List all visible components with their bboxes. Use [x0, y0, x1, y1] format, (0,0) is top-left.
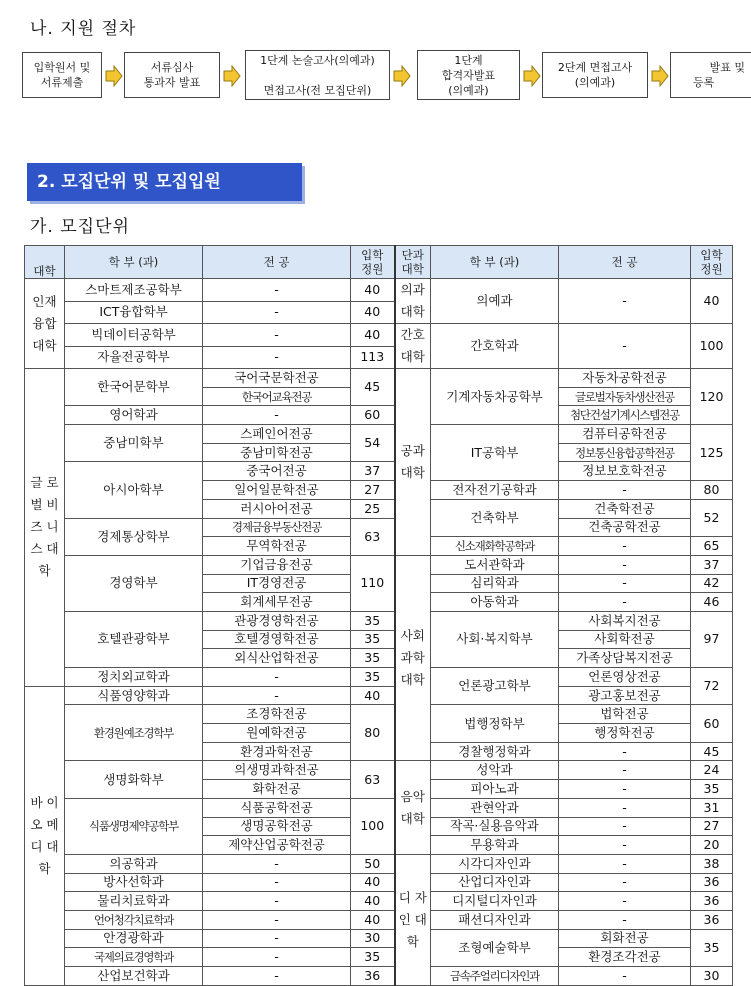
- dept-cell: 의공학과: [65, 854, 203, 873]
- quota-cell-right: 42: [691, 574, 733, 593]
- quota-cell-right: 36: [691, 892, 733, 911]
- major-cell-right: 사회복지전공: [559, 611, 691, 630]
- dept-cell-right: 기계자동차공학부: [431, 369, 559, 425]
- major-cell: -: [203, 668, 351, 687]
- quota-cell-right: 38: [691, 854, 733, 873]
- quota-cell-right: 45: [691, 742, 733, 761]
- major-cell: 중국어전공: [203, 462, 351, 481]
- dept-cell-right: 시각디자인과: [431, 854, 559, 873]
- major-cell: -: [203, 854, 351, 873]
- table-row: [25, 854, 733, 873]
- major-cell-right: -: [559, 593, 691, 612]
- major-cell-right: 정보통신융합공학전공: [559, 443, 691, 462]
- dept-cell-right: 의예과: [431, 279, 559, 324]
- dept-cell-right: 경찰행정학과: [431, 742, 559, 761]
- major-cell: 중남미학전공: [203, 443, 351, 462]
- quota-cell: 35: [351, 630, 395, 649]
- procedure-step: [22, 52, 102, 98]
- major-cell: 기업금융전공: [203, 555, 351, 574]
- dept-cell: 경제통상학부: [65, 518, 203, 555]
- quota-cell-right: 35: [691, 780, 733, 799]
- college-cell: 인재 융합 대학: [25, 279, 65, 369]
- major-cell: 의생명과학전공: [203, 761, 351, 780]
- quota-cell-right: 80: [691, 481, 733, 500]
- major-cell: 한국어교육전공: [203, 387, 351, 406]
- table-row: [25, 910, 733, 929]
- table-row: [25, 369, 733, 388]
- quota-cell: 35: [351, 948, 395, 967]
- major-cell-right: 법학전공: [559, 705, 691, 724]
- quota-cell: 54: [351, 425, 395, 462]
- table-row: [25, 406, 733, 425]
- quota-cell-right: 37: [691, 555, 733, 574]
- major-cell: 호텔경영학전공: [203, 630, 351, 649]
- dept-cell: 스마트제조공학부: [65, 279, 203, 302]
- procedure-step-line: 합격자발표: [441, 68, 496, 82]
- major-cell-right: -: [559, 854, 691, 873]
- college-cell-right: 음악 대학: [395, 761, 431, 854]
- arrow-right-icon: [223, 65, 241, 87]
- procedure-flow: [22, 50, 751, 106]
- quota-cell-right: 36: [691, 873, 733, 892]
- quota-cell: 35: [351, 649, 395, 668]
- quota-cell-right: 24: [691, 761, 733, 780]
- major-cell: -: [203, 279, 351, 302]
- procedure-step-line: 1단계: [454, 53, 483, 67]
- major-cell-right: -: [559, 873, 691, 892]
- dept-cell-right: 금속주얼리디자인과: [431, 967, 559, 986]
- procedure-step-line: 2단계 면접고사: [557, 61, 633, 74]
- quota-cell: 63: [351, 761, 395, 798]
- procedure-step: [124, 52, 220, 98]
- table-row: [25, 929, 733, 948]
- major-cell: -: [203, 967, 351, 986]
- major-cell-right: -: [559, 537, 691, 556]
- dept-cell-right: 패션디자인과: [431, 910, 559, 929]
- procedure-step-line: 면접고사(전 모집단위): [263, 83, 372, 97]
- dept-cell: 호텔관광학부: [65, 611, 203, 667]
- quota-cell-right: 46: [691, 593, 733, 612]
- table-row: [25, 686, 733, 705]
- dept-cell: 한국어문학부: [65, 369, 203, 406]
- major-cell-right: 언론영상전공: [559, 668, 691, 687]
- dept-cell: 자율전공학부: [65, 346, 203, 369]
- quota-cell-right: 36: [691, 910, 733, 929]
- table-row: [25, 798, 733, 817]
- quota-cell-right: 20: [691, 836, 733, 855]
- dept-cell-right: IT공학부: [431, 425, 559, 481]
- procedure-step-line: (의예과): [574, 76, 616, 89]
- procedure-step-line: 서류심사: [150, 61, 194, 74]
- major-cell-right: -: [559, 892, 691, 911]
- quota-cell: 63: [351, 518, 395, 555]
- major-cell-right: 글로벌자동차생산전공: [559, 387, 691, 406]
- dept-cell-right: 사회·복지학부: [431, 611, 559, 667]
- college-cell-right: 디 자 인 대 학: [395, 854, 431, 985]
- college-cell-right: 간호 대학: [395, 324, 431, 369]
- quota-cell: 40: [351, 301, 395, 324]
- major-cell-right: 환경조각전공: [559, 948, 691, 967]
- arrow-right-icon: [523, 65, 541, 87]
- dept-cell: 방사선학과: [65, 873, 203, 892]
- dept-cell-right: 작곡·실용음악과: [431, 817, 559, 836]
- major-cell: -: [203, 324, 351, 347]
- college-cell-right: 공과 대학: [395, 369, 431, 556]
- quota-cell-right: 65: [691, 537, 733, 556]
- dept-cell-right: 아동학과: [431, 593, 559, 612]
- dept-cell-right: 산업디자인과: [431, 873, 559, 892]
- major-cell-right: 가족상담복지전공: [559, 649, 691, 668]
- quota-cell-right: 60: [691, 705, 733, 742]
- quota-cell: 30: [351, 929, 395, 948]
- major-cell-right: 사회학전공: [559, 630, 691, 649]
- table-row: [25, 279, 733, 302]
- quota-cell: 36: [351, 967, 395, 986]
- major-cell: 국어국문학전공: [203, 369, 351, 388]
- dept-cell-right: 디지털디자인과: [431, 892, 559, 911]
- major-cell: -: [203, 929, 351, 948]
- dept-cell: 안경광학과: [65, 929, 203, 948]
- dept-cell-right: 언론광고학부: [431, 668, 559, 705]
- procedure-step: [417, 50, 520, 100]
- major-cell: 무역학전공: [203, 537, 351, 556]
- quota-cell: 35: [351, 611, 395, 630]
- dept-cell-right: 건축학부: [431, 499, 559, 536]
- major-cell: 제약산업공학전공: [203, 836, 351, 855]
- major-cell: 외식산업학전공: [203, 649, 351, 668]
- dept-cell-right: 무용학과: [431, 836, 559, 855]
- major-cell: 생명공학전공: [203, 817, 351, 836]
- table-row: [25, 761, 733, 780]
- quota-cell-right: 125: [691, 425, 733, 481]
- quota-cell: 110: [351, 555, 395, 611]
- procedure-step: [245, 50, 390, 100]
- header-major: 전 공: [203, 246, 351, 279]
- table-row: [25, 462, 733, 481]
- quota-cell-right: 52: [691, 499, 733, 536]
- procedure-step-line: 등록: [693, 76, 715, 89]
- major-cell: 경제금융부동산전공: [203, 518, 351, 537]
- major-cell-right: 행정학전공: [559, 724, 691, 743]
- dept-cell-right: 전자전기공학과: [431, 481, 559, 500]
- header-college-right: 단과 대학: [395, 246, 431, 279]
- table-header: [25, 246, 733, 279]
- college-cell: 글 로 벌 비 즈 니 스 대 학: [25, 369, 65, 687]
- dept-cell: 식품영양학과: [65, 686, 203, 705]
- major-cell-right: -: [559, 761, 691, 780]
- dept-cell-right: 피아노과: [431, 780, 559, 799]
- quota-cell-right: 40: [691, 279, 733, 324]
- arrow-right-icon: [105, 65, 123, 87]
- table-row: [25, 705, 733, 724]
- major-cell-right: 광고홍보전공: [559, 686, 691, 705]
- major-cell: IT경영전공: [203, 574, 351, 593]
- dept-cell: 아시아학부: [65, 462, 203, 518]
- table-row: [25, 425, 733, 444]
- major-cell: -: [203, 301, 351, 324]
- dept-cell: 경영학부: [65, 555, 203, 611]
- major-cell: 관광경영학전공: [203, 611, 351, 630]
- quota-cell: 40: [351, 279, 395, 302]
- table-row: [25, 873, 733, 892]
- dept-cell: 언어청각치료학과: [65, 910, 203, 929]
- header-quota: 입학 정원: [351, 246, 395, 279]
- major-cell-right: 자동차공학전공: [559, 369, 691, 388]
- quota-cell: 37: [351, 462, 395, 481]
- major-cell-right: 첨단건설기계시스템전공: [559, 406, 691, 425]
- major-cell: 일어일문학전공: [203, 481, 351, 500]
- major-cell: -: [203, 346, 351, 369]
- dept-cell: 빅데이터공학부: [65, 324, 203, 347]
- major-cell: 러시아어전공: [203, 499, 351, 518]
- major-cell-right: -: [559, 324, 691, 369]
- major-cell: 스페인어전공: [203, 425, 351, 444]
- table-row: [25, 892, 733, 911]
- quota-cell-right: 120: [691, 369, 733, 425]
- major-cell-right: 컴퓨터공학전공: [559, 425, 691, 444]
- major-cell-right: -: [559, 817, 691, 836]
- dept-cell: 국제의료경영학과: [65, 948, 203, 967]
- major-cell-right: -: [559, 780, 691, 799]
- header-major-right: 전 공: [559, 246, 691, 279]
- major-cell-right: -: [559, 742, 691, 761]
- dept-cell: 물리치료학과: [65, 892, 203, 911]
- table-row: [25, 324, 733, 347]
- arrow-right-icon: [393, 65, 411, 87]
- quota-cell: 50: [351, 854, 395, 873]
- major-cell-right: -: [559, 910, 691, 929]
- header-dept: 학 부 (과): [65, 246, 203, 279]
- college-cell: 바 이 오 메 디 대 학: [25, 686, 65, 985]
- major-cell: 원예학전공: [203, 724, 351, 743]
- dept-cell-right: 신소재화학공학과: [431, 537, 559, 556]
- section-title: 2. 모집단위 및 모집입원: [27, 163, 302, 201]
- quota-cell: 113: [351, 346, 395, 369]
- procedure-step-line: (의예과): [448, 83, 489, 97]
- quota-cell-right: 30: [691, 967, 733, 986]
- major-cell-right: 건축학전공: [559, 499, 691, 518]
- header-college: 대학: [25, 246, 65, 279]
- procedure-step-line: 입학원서 및: [33, 61, 91, 74]
- procedure-step: [542, 52, 648, 98]
- header-dept-right: 학 부 (과): [431, 246, 559, 279]
- quota-cell: 60: [351, 406, 395, 425]
- table-row: [25, 967, 733, 986]
- major-cell-right: -: [559, 279, 691, 324]
- table-row: [25, 948, 733, 967]
- major-cell-right: -: [559, 798, 691, 817]
- major-cell-right: -: [559, 555, 691, 574]
- quota-cell: 40: [351, 892, 395, 911]
- major-cell: -: [203, 910, 351, 929]
- major-cell: -: [203, 686, 351, 705]
- major-cell-right: -: [559, 574, 691, 593]
- quota-cell: 40: [351, 873, 395, 892]
- major-cell-right: -: [559, 836, 691, 855]
- dept-cell: 식품생명제약공학부: [65, 798, 203, 854]
- procedure-step: [670, 52, 751, 98]
- dept-cell-right: 관현악과: [431, 798, 559, 817]
- dept-cell-right: 법행정학부: [431, 705, 559, 742]
- dept-cell-right: 심리학과: [431, 574, 559, 593]
- college-cell-right: 사회 과학 대학: [395, 555, 431, 761]
- units-heading: 가. 모집단위: [30, 217, 130, 237]
- quota-cell-right: 97: [691, 611, 733, 667]
- quota-cell: 40: [351, 324, 395, 347]
- quota-cell-right: 31: [691, 798, 733, 817]
- quota-cell: 40: [351, 686, 395, 705]
- quota-cell: 27: [351, 481, 395, 500]
- header-quota-right: 입학 정원: [691, 246, 733, 279]
- major-cell-right: -: [559, 967, 691, 986]
- major-cell-right: 회화전공: [559, 929, 691, 948]
- dept-cell: 생명화학부: [65, 761, 203, 798]
- dept-cell: 산업보건학과: [65, 967, 203, 986]
- major-cell: -: [203, 892, 351, 911]
- major-cell-right: -: [559, 481, 691, 500]
- quota-cell: 100: [351, 798, 395, 854]
- procedure-step-line: 통과자 발표: [143, 76, 201, 89]
- table-row: [25, 611, 733, 630]
- dept-cell-right: 조형예술학부: [431, 929, 559, 966]
- dept-cell-right: 간호학과: [431, 324, 559, 369]
- college-cell-right: 의과 대학: [395, 279, 431, 324]
- dept-cell-right: 성악과: [431, 761, 559, 780]
- procedure-step-line: 서류제출: [40, 76, 84, 89]
- quota-cell: 35: [351, 668, 395, 687]
- major-cell: 식품공학전공: [203, 798, 351, 817]
- dept-cell: 영어학과: [65, 406, 203, 425]
- dept-cell: 중남미학부: [65, 425, 203, 462]
- quota-cell-right: 35: [691, 929, 733, 966]
- procedure-heading: 나. 지원 절차: [30, 19, 137, 39]
- major-cell: -: [203, 948, 351, 967]
- procedure-step-line: 발표 및: [709, 61, 745, 74]
- procedure-step-line: [246, 68, 389, 83]
- major-cell: 조경학전공: [203, 705, 351, 724]
- quota-cell: 40: [351, 910, 395, 929]
- major-cell: 화학전공: [203, 780, 351, 799]
- procedure-step-line: 1단계 논술고사(의예과): [260, 53, 375, 67]
- dept-cell-right: 도서관학과: [431, 555, 559, 574]
- table-row: [25, 555, 733, 574]
- dept-cell: 정치외교학과: [65, 668, 203, 687]
- arrow-right-icon: [651, 65, 669, 87]
- major-cell: -: [203, 873, 351, 892]
- quota-cell-right: 72: [691, 668, 733, 705]
- major-cell-right: 건축공학전공: [559, 518, 691, 537]
- recruitment-units-table: [24, 245, 733, 986]
- dept-cell: ICT융합학부: [65, 301, 203, 324]
- table-row: [25, 668, 733, 687]
- quota-cell-right: 100: [691, 324, 733, 369]
- dept-cell: 환경원예조경학부: [65, 705, 203, 761]
- quota-cell-right: 27: [691, 817, 733, 836]
- quota-cell: 45: [351, 369, 395, 406]
- major-cell: 환경과학전공: [203, 742, 351, 761]
- quota-cell: 25: [351, 499, 395, 518]
- major-cell-right: 정보보호학전공: [559, 462, 691, 481]
- table-row: [25, 518, 733, 537]
- major-cell: -: [203, 406, 351, 425]
- quota-cell: 80: [351, 705, 395, 761]
- major-cell: 회계세무전공: [203, 593, 351, 612]
